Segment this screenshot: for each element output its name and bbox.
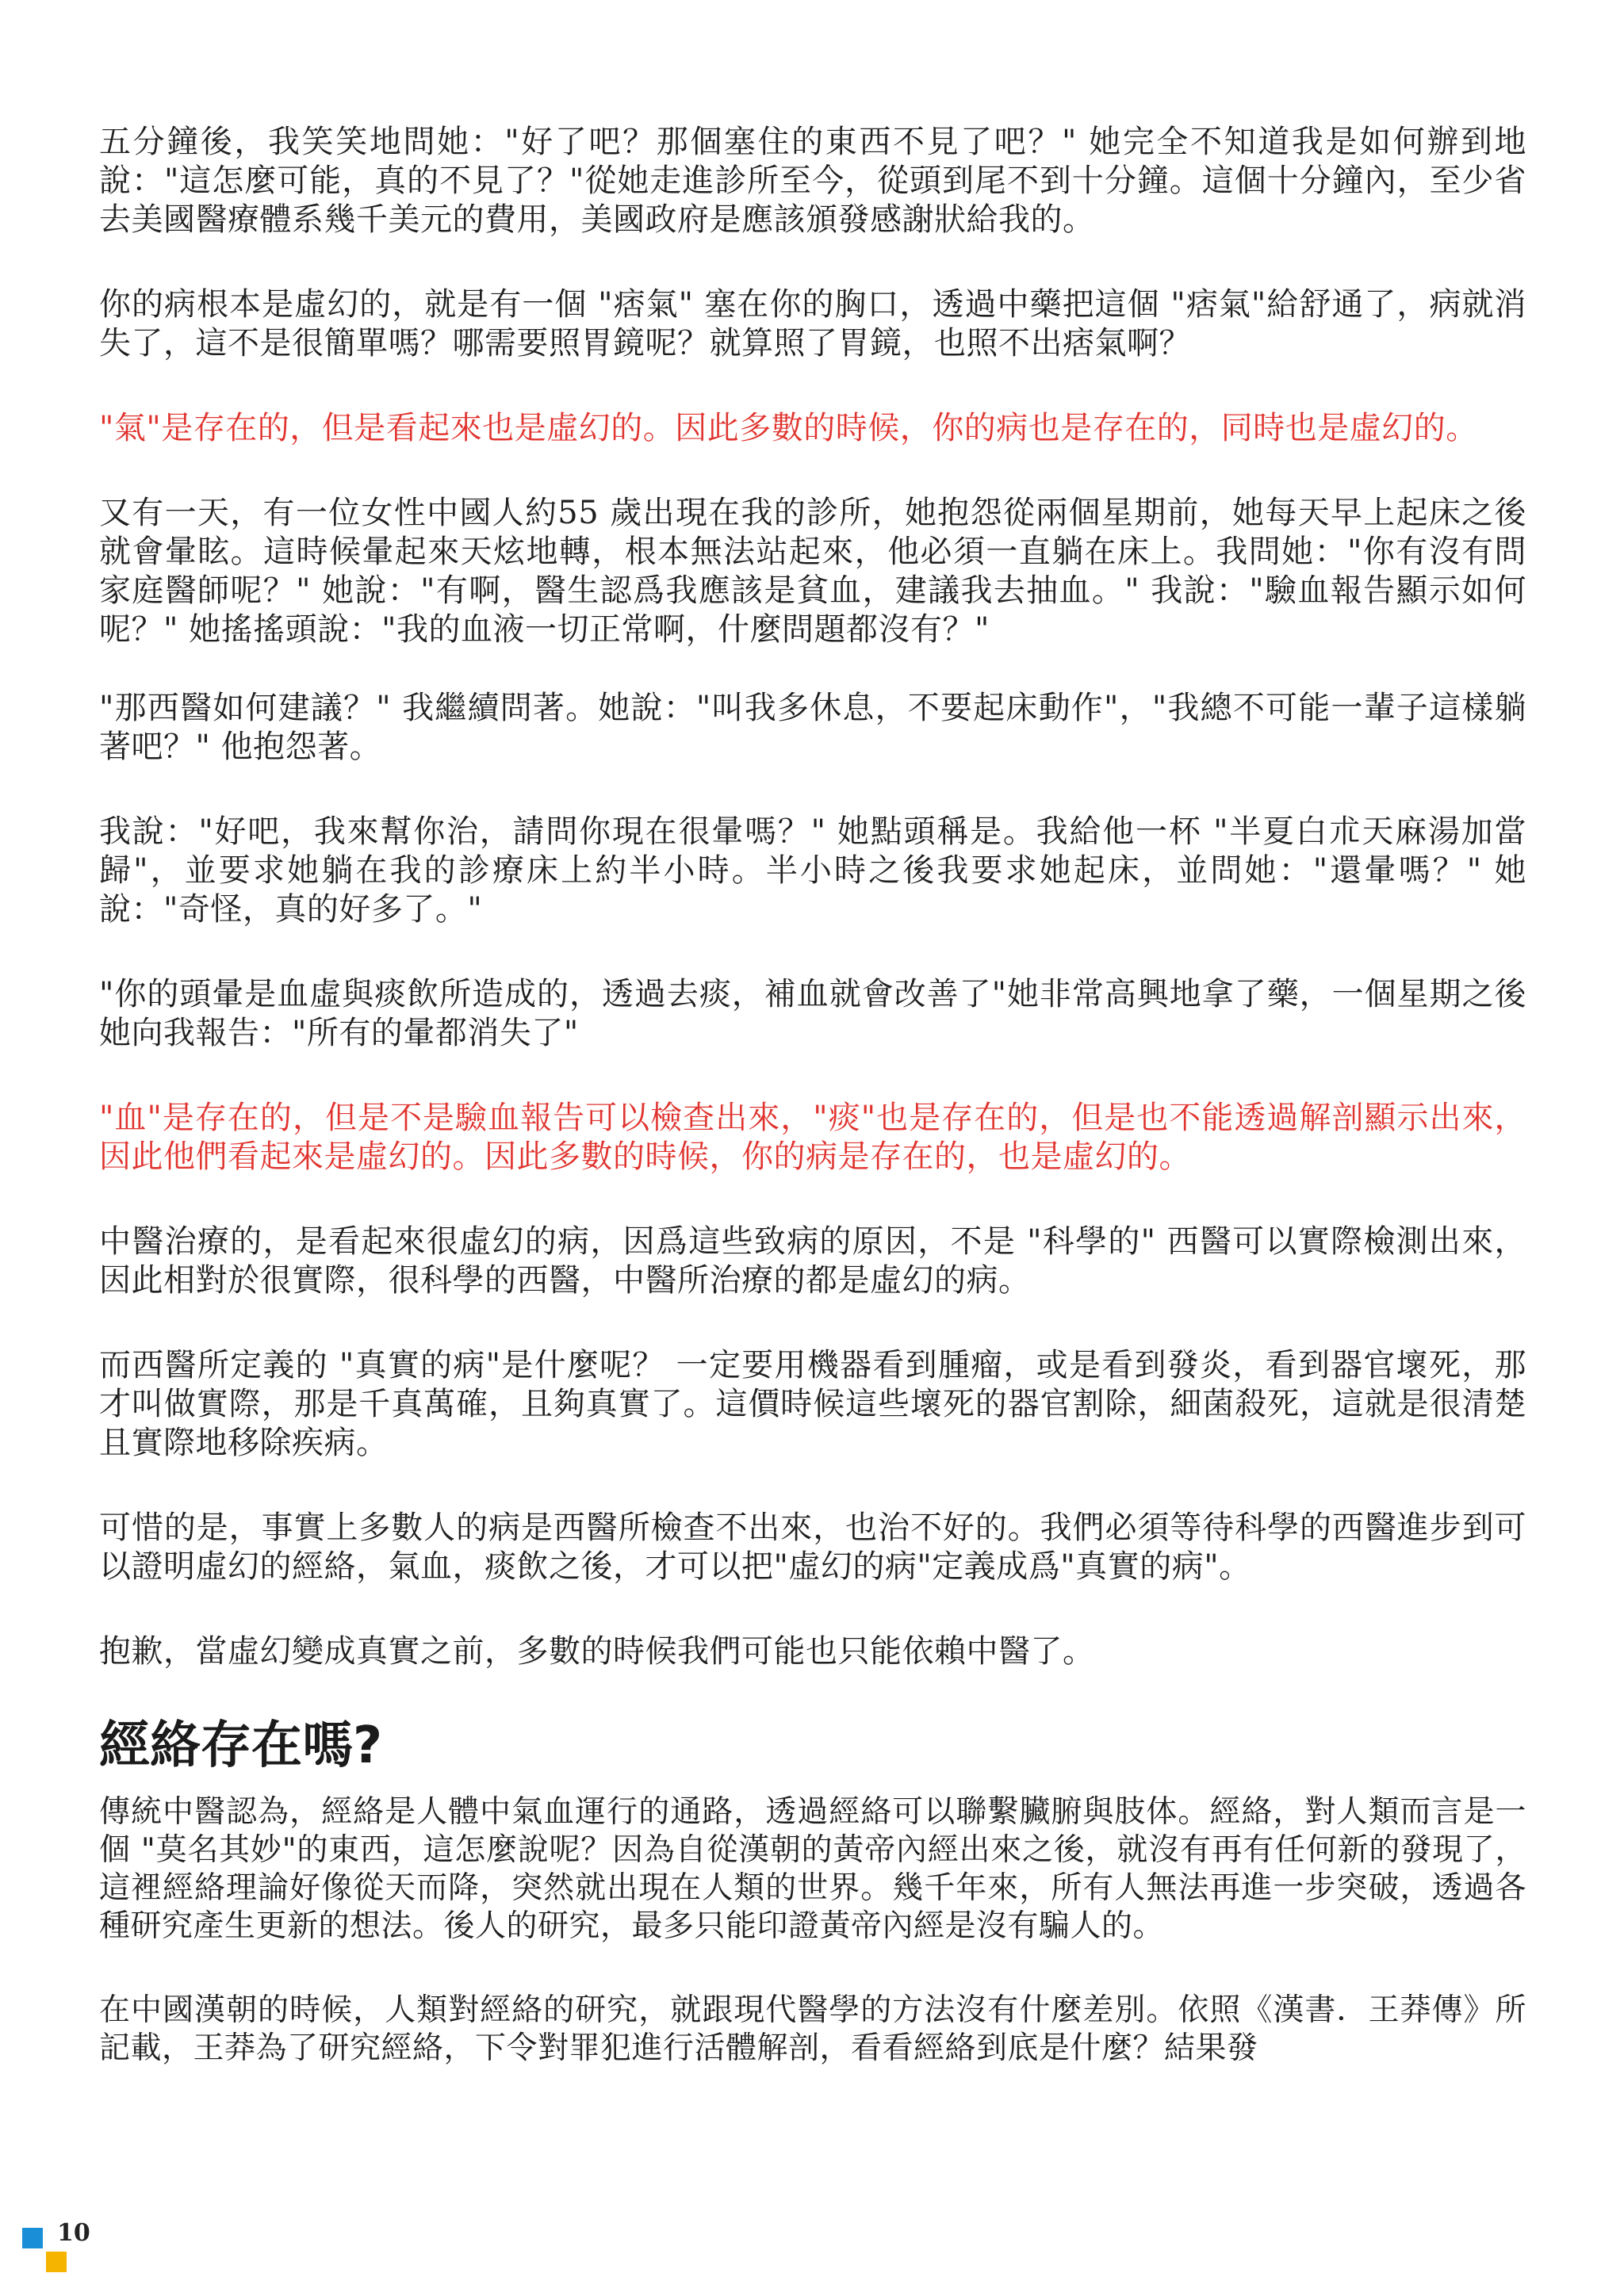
page-body (99, 123, 1526, 2068)
paragraph: 抱歉，當虛幻變成真實之前，多數的時候我們可能也只能依賴中醫了。 (99, 1633, 1095, 1670)
highlighted-paragraph: "氣"是存在的，但是看起來也是虛幻的。因此多數的時候，你的病也是存在的，同時也是虛幻的。 (99, 410, 1478, 446)
paragraph: 你的病根本是虛幻的，就是有一個 "痞氣" 塞在你的胸口，透過中藥把這個 "痞氣"給舒通了，病就消失了，這不是很簡單嗎？哪需要照胃鏡呢？就算照了胃鏡，也照不出痞氣啊？ (99, 286, 1526, 362)
paragraph: "那西醫如何建議？" 我繼續問著。她說："叫我多休息，不要起床動作"，"我總不可能一輩子這樣躺著吧？" 他抱怨著。 (99, 690, 1526, 765)
page-footer (22, 2220, 117, 2283)
paragraph: 而西醫所定義的 "真實的病"是什麼呢？ 一定要用機器看到腫瘤，或是看到發炎，看到器官壞死，那才叫做實際，那是千真萬確，且夠真實了。這價時候這些壞死的器官割除，細菌殺死，這就是很清楚且實際地移除疾病。 (99, 1347, 1526, 1461)
highlighted-paragraph: "血"是存在的，但是不是驗血報告可以檢查出來，"痰"也是存在的，但是也不能透過解剖顯示出來，因此他們看起來是虛幻的。因此多數的時候，你的病是存在的，也是虛幻的。 (99, 1100, 1526, 1175)
yellow-square-icon (46, 2252, 67, 2272)
blue-square-icon (22, 2228, 43, 2248)
paragraph: 傳統中醫認為，經絡是人體中氣血運行的通路，透過經絡可以聯繫臟腑與肢体。經絡，對人類而言是一個 "莫名其妙"的東西，這怎麼說呢？因為自從漢朝的黃帝內經出來之後，就沒有再有任何新的發現了，這裡經絡理論好像從天而降，突然就出現在人類的世界。幾千年來，所有人無法再進一步突破，透過各種研究產生更新的想法。後人的研究，最多只能印證黃帝內經是沒有騙人的。 (99, 1794, 1526, 1944)
paragraph: 我說："好吧，我來幫你治，請問你現在很暈嗎？" 她點頭稱是。我給他一杯 "半夏白朮天麻湯加當歸"，並要求她躺在我的診療床上約半小時。半小時之後我要求她起床，並問她："還暈嗎？" 她說："奇怪，真的好多了。" (99, 813, 1526, 928)
paragraph: 五分鐘後，我笑笑地問她："好了吧？那個塞住的東西不見了吧？" 她完全不知道我是如何辦到地說："這怎麼可能，真的不見了？"從她走進診所至今，從頭到尾不到十分鐘。這個十分鐘內，至少省去美國醫療體系幾千美元的費用，美國政府是應該頒發感謝狀給我的。 (99, 124, 1526, 238)
paragraph: 又有一天，有一位女性中國人約55 歲出現在我的診所，她抱怨從兩個星期前，她每天早上起床之後就會暈眩。這時候暈起來天炫地轉，根本無法站起來，他必須一直躺在床上。我問她："你有沒有問家庭醫師呢？" 她說："有啊，醫生認爲我應該是貧血，建議我去抽血。" 我說："驗血報告顯示如何呢？" 她搖搖頭說："我的血液一切正常啊，什麼問題都沒有？" (99, 495, 1526, 648)
paragraph: 中醫治療的，是看起來很虛幻的病，因爲這些致病的原因，不是 "科學的" 西醫可以實際檢測出來，因此相對於很實際，很科學的西醫，中醫所治療的都是虛幻的病。 (99, 1223, 1526, 1299)
page-number: 10 (57, 2219, 90, 2247)
paragraph: "你的頭暈是血虛與痰飲所造成的，透過去痰，補血就會改善了"她非常高興地拿了藥，一個星期之後她向我報告："所有的暈都消失了" (99, 976, 1526, 1051)
paragraph: 在中國漢朝的時候，人類對經絡的研究，就跟現代醫學的方法沒有什麼差別。依照《漢書．王莽傳》所記載，王莽為了研究經絡，下令對罪犯進行活體解剖，看看經絡到底是什麼？結果發 (99, 1992, 1526, 2066)
section-heading: 經絡存在嗎? (99, 1716, 383, 1775)
paragraph: 可惜的是，事實上多數人的病是西醫所檢查不出來，也治不好的。我們必須等待科學的西醫進步到可以證明虛幻的經絡，氣血，痰飲之後，才可以把"虛幻的病"定義成爲"真實的病"。 (99, 1510, 1526, 1585)
